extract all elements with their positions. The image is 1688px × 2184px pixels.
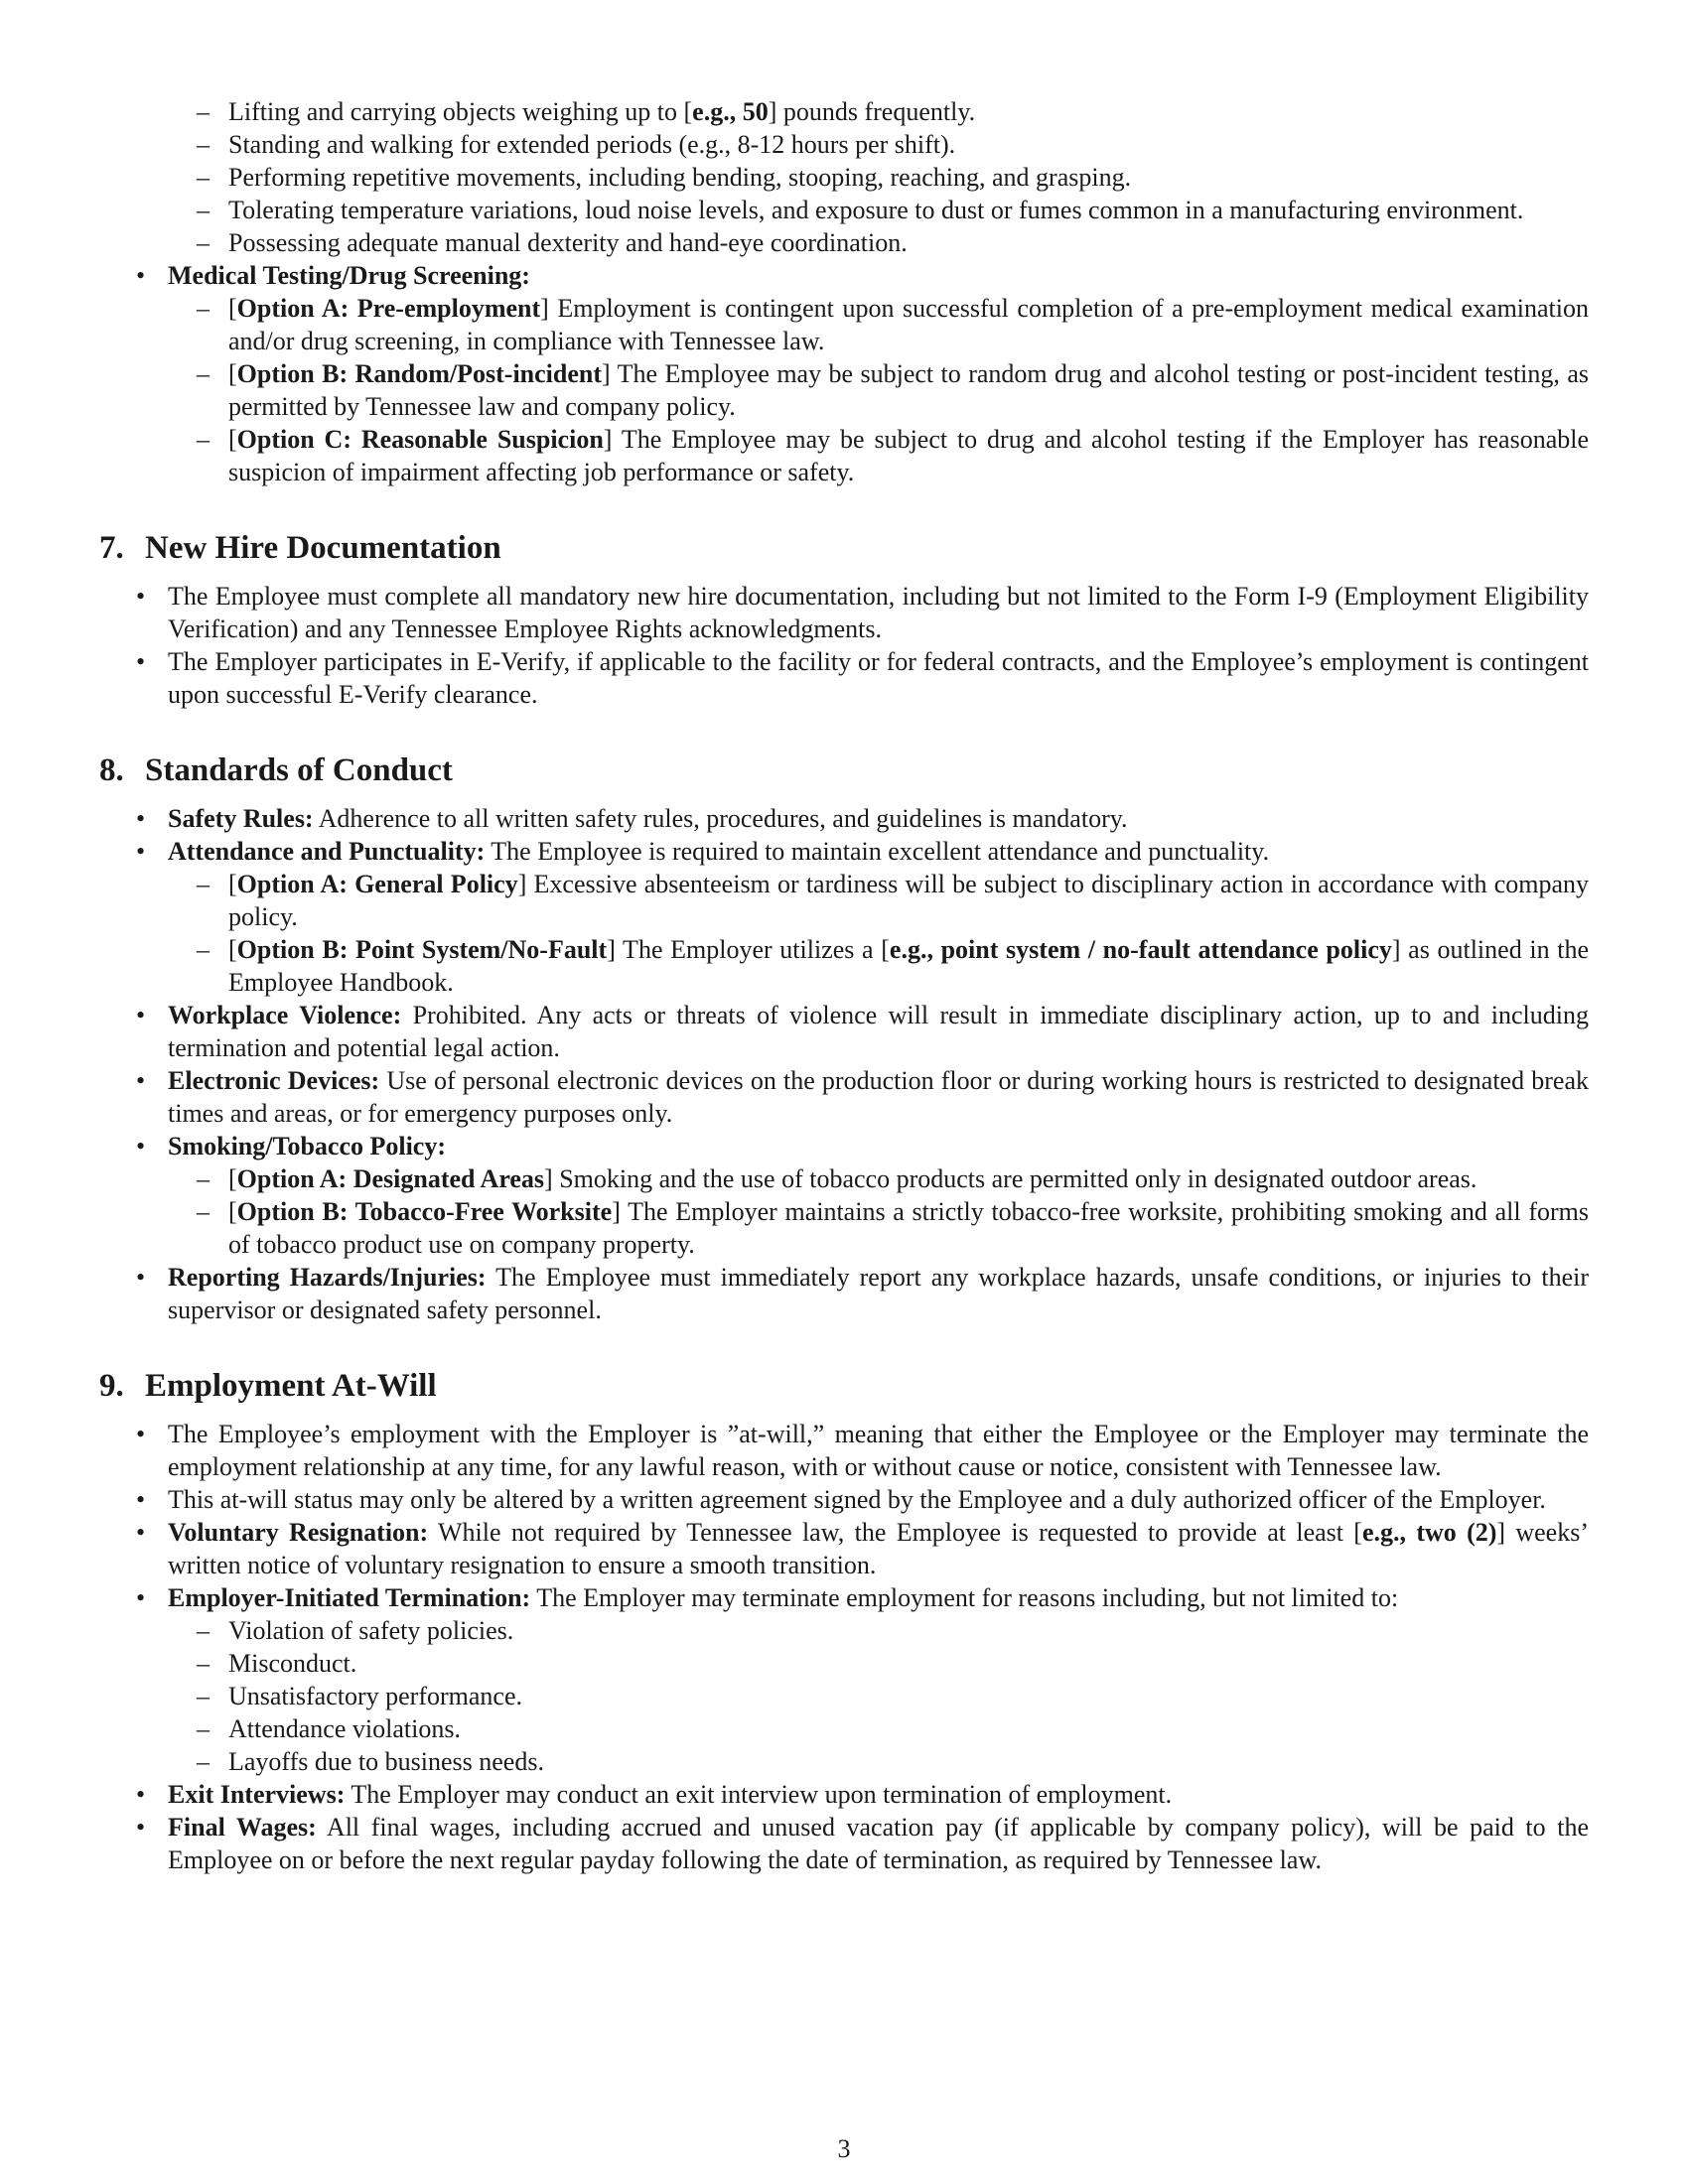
section-8-heading: 8. Standards of Conduct (99, 752, 453, 788)
list-item: • Safety Rules: Adherence to all written safety rules, procedures, and guidelines is mandatory. (99, 802, 1589, 835)
list-item: – Violation of safety policies. (99, 1614, 1589, 1647)
list-item: – [Option B: Random/Post-incident] The Employee may be subject to random drug and alcohol testing or post-incident testing, as permitted by Tennessee law and company policy. (99, 357, 1589, 423)
list-item: – Layoffs due to business needs. (99, 1745, 1589, 1778)
list-item: • Voluntary Resignation: While not required by Tennessee law, the Employee is requested to provide at least [e.g., two (2)] weeks’ written notice of voluntary resignation to ensure a smooth transition. (99, 1516, 1589, 1581)
list-item: • Smoking/Tobacco Policy: – [Option A: Designated Areas] Smoking and the use of tobacco products are permitted only in designated outdoor areas. – [Option B: Tobacco-Free Worksite] The Employer maintains a strictly tobacco-free worksite, prohibiting smoking and all forms of tobacco product use on company property. (99, 1130, 1589, 1261)
list-item: – Attendance violations. (99, 1712, 1589, 1745)
section-9-heading: 9. Employment At-Will (99, 1368, 437, 1404)
list-item: • Employer-Initiated Termination: The Employer may terminate employment for reasons including, but not limited to: – Violation of safety policies. – Misconduct. – Unsatisfactory performance. – Attendance violations. – Layoffs due to business needs. (99, 1581, 1589, 1778)
section-7-list (99, 580, 1589, 711)
page-number: 3 (837, 2134, 851, 2163)
list-item: – [Option C: Reasonable Suspicion] The Employee may be subject to drug and alcohol testing if the Employer has reasonable suspicion of impairment affecting job performance or safety. (99, 423, 1589, 488)
list-item: • The Employer participates in E-Verify, if applicable to the facility or for federal contracts, and the Employee’s employment is contingent upon successful E-Verify clearance. (99, 645, 1589, 711)
list-item: – Standing and walking for extended periods (e.g., 8-12 hours per shift). (99, 128, 1589, 161)
list-item: • Attendance and Punctuality: The Employee is required to maintain excellent attendance and punctuality. – [Option A: General Policy] Excessive absenteeism or tardiness will be subject to disciplinary action in accordance with company policy. – [Option B: Point System/No-Fault] The Employer utilizes a [e.g., point system / no-fault attendance policy] as outlined in the Employee Handbook. (99, 835, 1589, 999)
list-item: – [Option A: Pre-employment] Employment is contingent upon successful completion of a pre-employment medical examination and/or drug screening, in compliance with Tennessee law. (99, 292, 1589, 357)
list-item: – Misconduct. (99, 1647, 1589, 1680)
list-item: • Exit Interviews: The Employer may conduct an exit interview upon termination of employment. (99, 1778, 1589, 1811)
list-item: – [Option B: Point System/No-Fault] The Employer utilizes a [e.g., point system / no-fault attendance policy] as outlined in the Employee Handbook. (99, 933, 1589, 999)
list-item: – Performing repetitive movements, including bending, stooping, reaching, and grasping. (99, 161, 1589, 194)
physical-requirements-list (99, 95, 1589, 259)
section-8-list (99, 802, 1589, 1326)
medical-testing-list (99, 259, 1589, 488)
section-9-list (99, 1418, 1589, 1876)
list-item: – [Option B: Tobacco-Free Worksite] The Employer maintains a strictly tobacco-free worksite, prohibiting smoking and all forms of tobacco product use on company property. (99, 1195, 1589, 1261)
list-item (99, 95, 1589, 259)
list-item (99, 259, 1589, 488)
section-7-heading: 7. New Hire Documentation (99, 530, 501, 566)
list-item: – [Option A: General Policy] Excessive absenteeism or tardiness will be subject to disciplinary action in accordance with company policy. (99, 868, 1589, 933)
list-item: • This at-will status may only be altered by a written agreement signed by the Employee and a duly authorized officer of the Employer. (99, 1483, 1589, 1516)
list-item: – Lifting and carrying objects weighing up to [e.g., 50] pounds frequently. (99, 95, 1589, 128)
list-item: • The Employee must complete all mandatory new hire documentation, including but not limited to the Form I-9 (Employment Eligibility Verification) and any Tennessee Employee Rights acknowledgments. (99, 580, 1589, 645)
list-item: – Possessing adequate manual dexterity and hand-eye coordination. (99, 226, 1589, 259)
list-item: – Unsatisfactory performance. (99, 1680, 1589, 1712)
list-item: • Final Wages: All final wages, including accrued and unused vacation pay (if applicable by company policy), will be paid to the Employee on or before the next regular payday following the date of termination, as required by Tennessee law. (99, 1811, 1589, 1876)
list-item: • Reporting Hazards/Injuries: The Employee must immediately report any workplace hazards, unsafe conditions, or injuries to their supervisor or designated safety personnel. (99, 1261, 1589, 1326)
document-page (99, 95, 1589, 1876)
list-item: • Electronic Devices: Use of personal electronic devices on the production floor or during working hours is restricted to designated break times and areas, or for emergency purposes only. (99, 1064, 1589, 1130)
list-item: • The Employee’s employment with the Employer is ”at-will,” meaning that either the Employee or the Employer may terminate the employment relationship at any time, for any lawful reason, with or without cause or notice, consistent with Tennessee law. (99, 1418, 1589, 1483)
medical-testing-label: Medical Testing/Drug Screening: (168, 261, 530, 290)
list-item: • Workplace Violence: Prohibited. Any acts or threats of violence will result in immediate disciplinary action, up to and including termination and potential legal action. (99, 999, 1589, 1064)
list-item: – Tolerating temperature variations, loud noise levels, and exposure to dust or fumes common in a manufacturing environment. (99, 194, 1589, 226)
list-item: – [Option A: Designated Areas] Smoking and the use of tobacco products are permitted only in designated outdoor areas. (99, 1162, 1589, 1195)
